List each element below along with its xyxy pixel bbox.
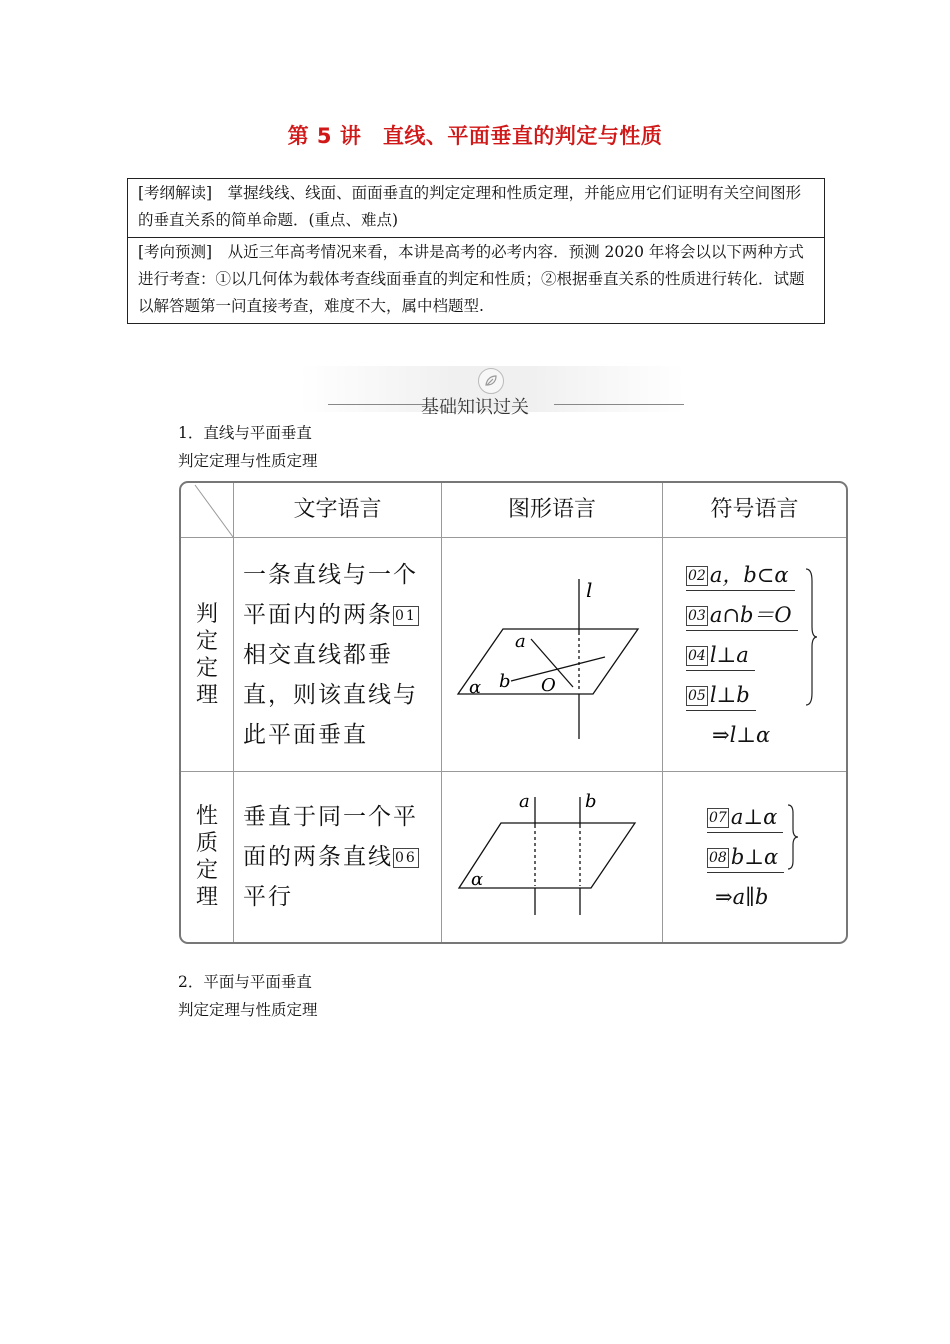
forecast-text: [考向预测] 从近三年高考情况来看，本讲是高考的必考内容．预测 2020 年将会以以下两种方式进行考查：①以几何体为载体考查线面垂直的判定和性质；②根据垂直关系的性质进行转化．试题以解答题第一问直接考查，难度不大，属中档题型. xyxy=(128,237,824,323)
blank-01: 01 xyxy=(395,608,417,624)
corner-diagonal xyxy=(181,483,234,538)
judgment-text: 一条直线与一个平面内的两条 01相交直线都垂直，则该直线与此平面垂直 xyxy=(243,562,418,748)
svg-text:a: a xyxy=(519,791,530,812)
header-text-lang: 文字语言 xyxy=(293,497,382,522)
s2-sub: 判定定理与性质定理 xyxy=(178,1001,318,1019)
header-graph-lang: 图形语言 xyxy=(507,497,596,522)
property-symbols: 07 a⊥α 08 b⊥α ⇒a∥b xyxy=(707,797,827,917)
svg-text:b: b xyxy=(585,791,597,812)
svg-text:O: O xyxy=(541,675,556,696)
s1-sub: 判定定理与性质定理 xyxy=(178,452,318,470)
section-heading: 基础知识过关 xyxy=(421,397,529,418)
brace-2 xyxy=(786,803,800,871)
row-label-property: 性 质 定 理 xyxy=(195,804,218,910)
svg-text:α: α xyxy=(469,677,482,698)
property-figure xyxy=(443,773,661,941)
svg-text:b: b xyxy=(499,671,511,692)
svg-text:α: α xyxy=(471,869,484,890)
page-title: 第 5 讲 直线、平面垂直的判定与性质 xyxy=(287,124,663,148)
theorem-table xyxy=(179,481,848,944)
exam-info-box xyxy=(127,178,825,324)
judgment-symbols: 02 a，b⊂α 03 a∩b＝O 04 l⊥a 05 l⊥b ⇒l⊥α xyxy=(686,555,836,755)
judgment-figure xyxy=(443,539,661,769)
row-label-judgment: 判 定 定 理 xyxy=(195,602,218,708)
property-text: 垂直于同一个平面的两条直线 06平行 xyxy=(243,804,418,910)
s2-heading: 2．平面与平面垂直 xyxy=(178,973,312,991)
blank-06: 06 xyxy=(395,850,417,866)
s1-heading: 1．直线与平面垂直 xyxy=(178,424,312,442)
svg-text:l: l xyxy=(586,578,593,602)
brace-1 xyxy=(803,567,819,707)
leaf-icon xyxy=(478,368,504,394)
outline-text: [考纲解读] 掌握线线、线面、面面垂直的判定定理和性质定理，并能应用它们证明有关空间图形的垂直关系的简单命题．(重点、难点) xyxy=(138,184,802,229)
header-symbol-lang: 符号语言 xyxy=(710,497,799,522)
svg-text:a: a xyxy=(515,631,526,652)
